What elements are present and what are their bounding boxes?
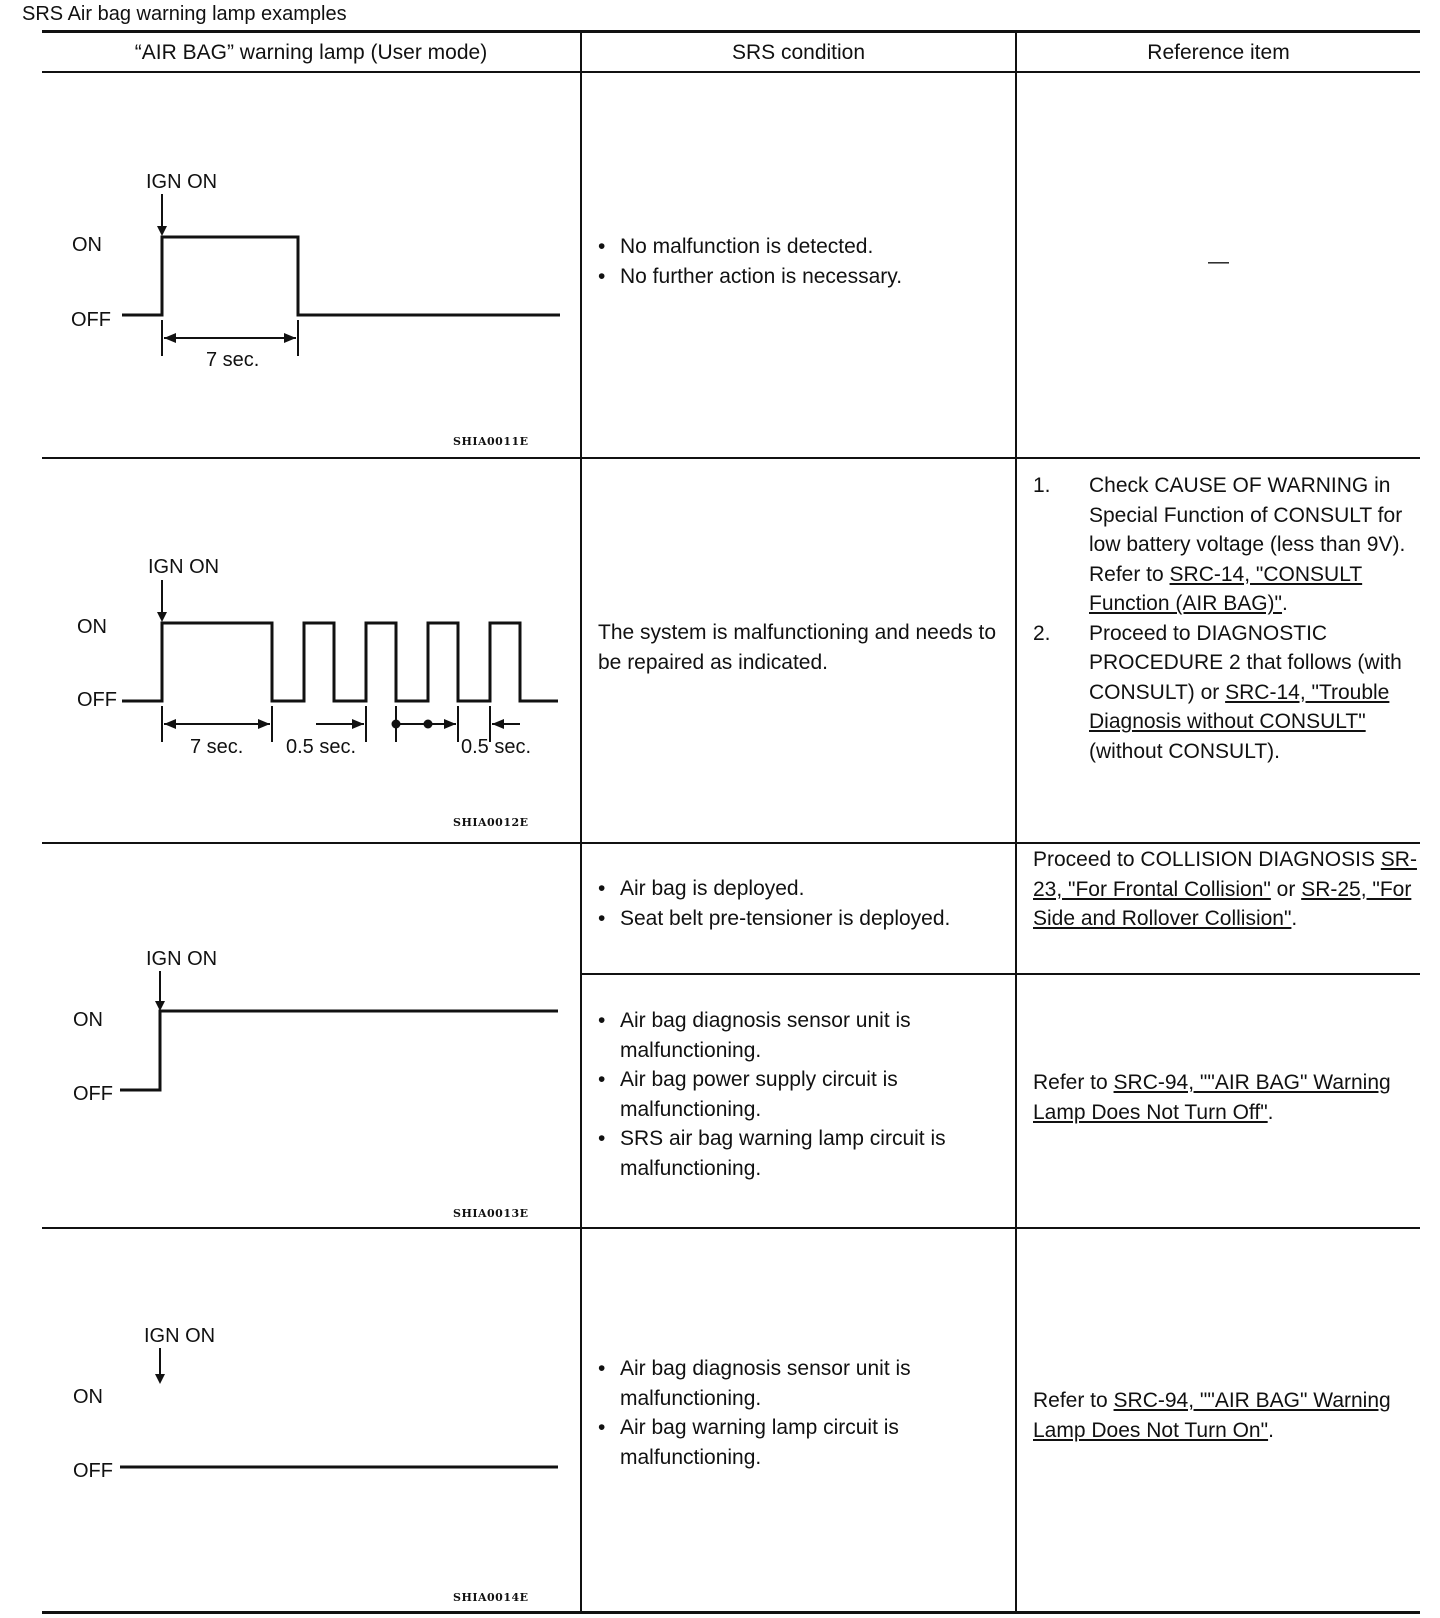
lamp-diagram-never-on	[44, 1230, 578, 1612]
reference-link[interactable]: SRC-14, "CONSULT Function (AIR BAG)"	[1089, 562, 1363, 615]
dim-arrowhead	[492, 719, 504, 729]
table-top-rule	[42, 30, 1420, 33]
lamp-signal	[120, 1011, 558, 1090]
dim-arrowhead	[258, 719, 270, 729]
ign-on-label: IGN ON	[144, 1325, 216, 1347]
figure-code: SHIA0012E	[453, 816, 529, 829]
off-label: OFF	[73, 1460, 113, 1482]
figure-code: SHIA0011E	[453, 435, 529, 448]
dim-arrowhead	[352, 719, 364, 729]
lamp-diagram-stays-on	[44, 845, 578, 1227]
reference-link[interactable]: SRC-14, "Trouble Diagnosis without CONSULT"	[1089, 680, 1390, 733]
ign-on-arrowhead	[157, 226, 167, 236]
column-divider	[580, 30, 582, 1614]
off-label: OFF	[77, 689, 117, 711]
condition-cell	[598, 1006, 1008, 1183]
header-condition: SRS condition	[731, 41, 866, 64]
reference-cell: —	[1208, 250, 1229, 273]
dim-dot	[392, 720, 401, 729]
row-divider	[42, 1227, 1420, 1229]
dim-arrowhead	[284, 333, 296, 343]
header-reference: Reference item	[1147, 41, 1290, 64]
reference-link[interactable]: SRC-94, ""AIR BAG" Warning Lamp Does Not Turn On"	[1033, 1389, 1391, 1442]
on-label: ON	[73, 1386, 103, 1408]
reference-link[interactable]: SR-23, "For Frontal Collision"	[1033, 848, 1417, 901]
row-divider	[42, 457, 1420, 459]
list-item: • Air bag diagnosis sensor unit is malfunctioning.	[598, 1354, 1008, 1413]
ign-on-arrowhead	[157, 612, 167, 622]
dim-arrowhead	[164, 719, 176, 729]
list-item: • Air bag warning lamp circuit is malfunctioning.	[598, 1413, 1008, 1472]
header-lamp: “AIR BAG” warning lamp (User mode)	[134, 41, 488, 64]
seven-sec-label: 7 sec.	[190, 736, 244, 758]
condition-cell	[598, 232, 1008, 291]
list-item: • Seat belt pre-tensioner is deployed.	[598, 904, 1008, 934]
condition-cell	[598, 874, 1008, 933]
list-item: • No malfunction is detected.	[598, 232, 1008, 262]
condition-cell	[598, 1354, 1008, 1472]
list-item: • Air bag is deployed.	[598, 874, 1008, 904]
list-item: • SRS air bag warning lamp circuit is malfunctioning.	[598, 1124, 1008, 1183]
list-item: 1. Check CAUSE OF WARNING in Special Function of CONSULT for low battery voltage (less than 9V). Refer to SRC-14, "CONSULT Function (AIR BAG)".	[1033, 471, 1417, 619]
list-item: • Air bag power supply circuit is malfunctioning.	[598, 1065, 1008, 1124]
lamp-signal	[122, 237, 560, 315]
on-label: ON	[73, 1009, 103, 1031]
table-caption: SRS Air bag warning lamp examples	[22, 3, 347, 25]
list-item: • Air bag diagnosis sensor unit is malfunctioning.	[598, 1006, 1008, 1065]
row-divider	[42, 842, 1420, 844]
sub-row-divider	[582, 973, 1420, 975]
condition-cell: The system is malfunctioning and needs to be repaired as indicated.	[598, 621, 997, 674]
list-item: • No further action is necessary.	[598, 262, 1008, 292]
seven-sec-label: 7 sec.	[206, 349, 260, 371]
reference-link[interactable]: SRC-94, ""AIR BAG" Warning Lamp Does Not Turn Off"	[1033, 1071, 1391, 1124]
ign-on-label: IGN ON	[146, 171, 218, 193]
off-label: OFF	[71, 309, 111, 331]
figure-code: SHIA0013E	[453, 1207, 529, 1220]
reference-cell	[1033, 471, 1417, 766]
reference-cell: Proceed to COLLISION DIAGNOSIS SR-23, "For Frontal Collision" or SR-25, "For Side and Rollover Collision".	[1033, 848, 1417, 930]
lamp-signal	[122, 623, 558, 701]
off-label: OFF	[73, 1083, 113, 1105]
reference-cell: Refer to SRC-94, ""AIR BAG" Warning Lamp Does Not Turn On".	[1033, 1389, 1391, 1442]
half-sec-label: 0.5 sec.	[461, 736, 532, 758]
half-sec-label: 0.5 sec.	[286, 736, 357, 758]
dim-arrowhead	[444, 719, 456, 729]
on-label: ON	[77, 616, 107, 638]
on-label: ON	[72, 234, 102, 256]
reference-link[interactable]: SR-25, "For Side and Rollover Collision"	[1033, 877, 1412, 930]
reference-cell: Refer to SRC-94, ""AIR BAG" Warning Lamp Does Not Turn Off".	[1033, 1071, 1391, 1124]
lamp-diagram-malfunction	[44, 460, 578, 842]
ign-on-label: IGN ON	[146, 948, 218, 970]
list-item: 2. Proceed to DIAGNOSTIC PROCEDURE 2 that follows (with CONSULT) or SRC-14, "Trouble Diagnosis without CONSULT" (without CONSULT).	[1033, 619, 1417, 767]
dim-arrowhead	[164, 333, 176, 343]
figure-code: SHIA0014E	[453, 1591, 529, 1604]
dim-dot	[424, 720, 433, 729]
lamp-diagram-normal	[44, 74, 578, 456]
ign-on-label: IGN ON	[148, 556, 220, 578]
ign-on-arrowhead	[155, 1374, 165, 1384]
